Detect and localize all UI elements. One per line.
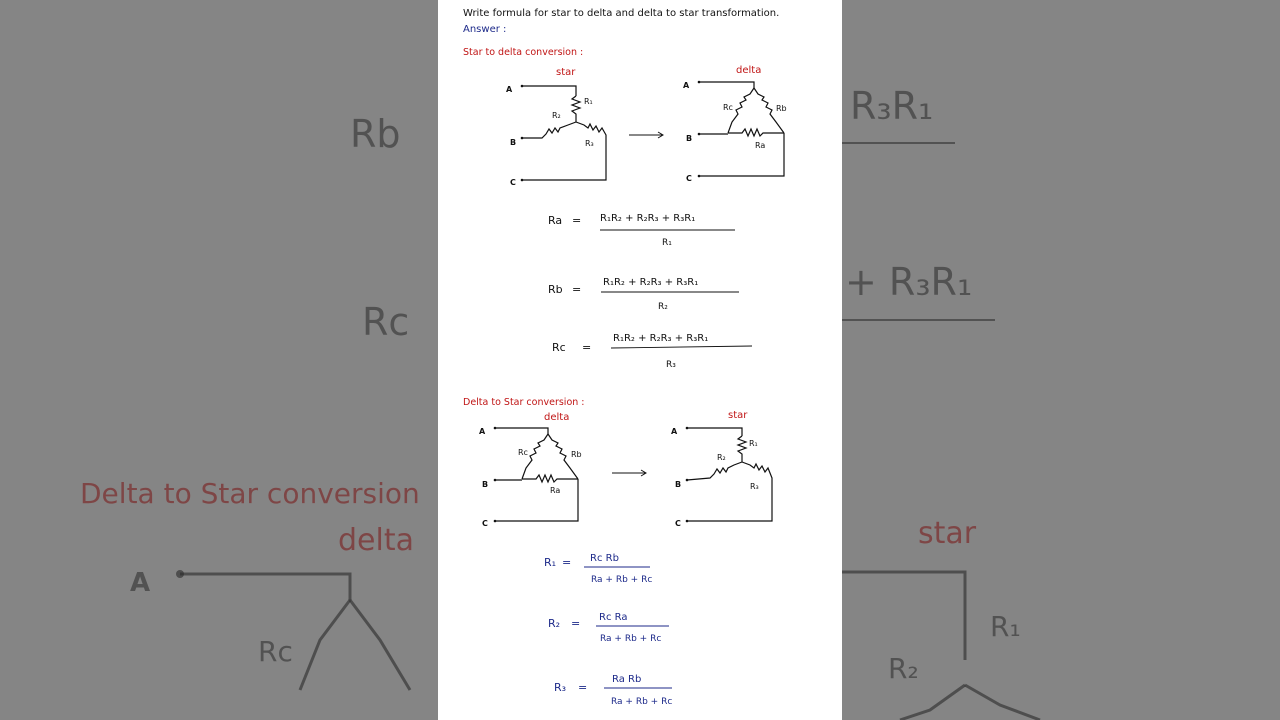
node-c-1: C — [510, 178, 516, 187]
wire-a — [522, 86, 576, 96]
formula-ra-lhs: Ra — [548, 214, 563, 227]
star-to-delta-heading: Star to delta conversion : — [463, 47, 584, 58]
formula-r1 — [544, 553, 652, 585]
formula-rb-den: R₂ — [658, 302, 668, 312]
resistor-ra — [728, 129, 784, 136]
formula-r3-num: Ra Rb — [612, 674, 642, 685]
bg-formula-lhs-3: Rc — [362, 300, 410, 344]
svg-text:=: = — [578, 681, 588, 694]
r2-label-2: R₂ — [717, 453, 726, 462]
resistor-r3-2 — [687, 462, 772, 521]
formula-r3-lhs: R₃ — [554, 681, 567, 694]
star-circuit-2 — [687, 428, 772, 521]
node-b-4: B — [675, 480, 682, 489]
r3-label-1: R₃ — [585, 139, 594, 148]
document-page — [438, 0, 842, 720]
wire-c-3 — [495, 479, 578, 521]
formula-r2-num: Rc Ra — [599, 612, 628, 623]
star-label-2: star — [728, 410, 748, 421]
rb-label-2: Rb — [571, 450, 582, 459]
node-c-4: C — [675, 519, 681, 528]
formula-r3 — [554, 674, 672, 707]
node-b-2: B — [686, 134, 693, 143]
r1-label-1: R₁ — [584, 97, 593, 106]
node-a-1: A — [506, 85, 513, 94]
svg-text:=: = — [572, 283, 582, 296]
svg-text:=: = — [571, 617, 581, 630]
delta-circuit-2 — [495, 428, 578, 521]
bg-formula-tail-2: + R₃R₁ — [845, 260, 973, 304]
node-c-2: C — [686, 174, 692, 183]
bg-wire-a — [180, 574, 350, 600]
bg-rc-label: Rc — [258, 635, 293, 668]
delta-label-2: delta — [544, 412, 570, 423]
svg-text:=: = — [572, 214, 582, 227]
answer-label: Answer : — [463, 24, 507, 35]
formula-rc — [552, 333, 752, 370]
formula-r1-num: Rc Rb — [590, 553, 619, 564]
bg-delta-right — [350, 600, 410, 690]
formula-r3-den: Ra + Rb + Rc — [611, 697, 673, 707]
node-b-3: B — [482, 480, 489, 489]
wire-a-4 — [687, 428, 742, 436]
formula-rb — [548, 277, 739, 312]
node-a-4: A — [671, 427, 678, 436]
formula-r2-lhs: R₂ — [548, 617, 561, 630]
delta-circuit-1 — [699, 82, 784, 176]
rc-label-2: Rc — [518, 448, 528, 457]
circuit-drawings — [438, 0, 842, 720]
bg-delta-left — [300, 600, 350, 690]
resistor-ra-2 — [522, 475, 578, 482]
delta-label-1: delta — [736, 65, 762, 76]
wire-a-3 — [495, 428, 548, 434]
rc-label-1: Rc — [723, 103, 733, 112]
bg-star-wire — [842, 572, 965, 660]
bg-r2-label: R₂ — [888, 652, 919, 685]
bg-formula-tail-1: R₃R₁ — [850, 84, 934, 128]
formula-rb-num: R₁R₂ + R₂R₃ + R₃R₁ — [603, 277, 699, 288]
bg-formula-lhs-2: Rb — [350, 112, 401, 156]
bg-star-left — [900, 685, 965, 720]
delta-to-star-heading: Delta to Star conversion : — [463, 397, 585, 408]
resistor-r1 — [572, 96, 580, 122]
formula-rc-lhs: Rc — [552, 341, 566, 354]
node-b-1: B — [510, 138, 517, 147]
resistor-r2 — [522, 122, 576, 138]
node-a-2: A — [683, 81, 690, 90]
node-a-3: A — [479, 427, 486, 436]
wire-c-2 — [699, 133, 784, 176]
question-text: Write formula for star to delta and delta to star transformation. — [463, 8, 780, 19]
r1-label-2: R₁ — [749, 439, 758, 448]
r3-label-2: R₃ — [750, 482, 759, 491]
resistor-r1-2 — [738, 436, 746, 462]
formula-ra-den: R₁ — [662, 238, 672, 248]
node-c-3: C — [482, 519, 488, 528]
bg-star-right — [965, 685, 1040, 720]
formula-r1-den: Ra + Rb + Rc — [591, 575, 653, 585]
ra-label-2: Ra — [550, 486, 561, 495]
formula-r2-den: Ra + Rb + Rc — [600, 634, 662, 644]
formula-ra — [548, 213, 735, 248]
resistor-r2-2 — [687, 462, 742, 480]
bg-heading: Delta to Star conversion — [80, 477, 420, 510]
arrow-2 — [612, 470, 646, 476]
formula-rc-den: R₃ — [666, 360, 676, 370]
wire-a-2 — [699, 82, 754, 88]
bg-r1-label: R₁ — [990, 610, 1021, 643]
formula-r2 — [548, 612, 669, 644]
formula-rb-lhs: Rb — [548, 283, 563, 296]
star-label-1: star — [556, 67, 576, 78]
ra-label-1: Ra — [755, 141, 766, 150]
r2-label-1: R₂ — [552, 111, 561, 120]
formula-r1-lhs: R₁ — [544, 556, 557, 569]
bg-star-label: star — [918, 516, 977, 551]
svg-text:=: = — [582, 341, 592, 354]
svg-text:=: = — [562, 556, 572, 569]
formula-rc-num: R₁R₂ + R₂R₃ + R₃R₁ — [613, 333, 709, 344]
star-circuit-1 — [522, 86, 606, 180]
arrow-1 — [629, 132, 663, 138]
formula-ra-num: R₁R₂ + R₂R₃ + R₃R₁ — [600, 213, 696, 224]
rb-label-1: Rb — [776, 104, 787, 113]
resistor-r3 — [522, 122, 606, 180]
bg-delta-label: delta — [338, 523, 414, 558]
bg-node-a: A — [130, 568, 151, 598]
